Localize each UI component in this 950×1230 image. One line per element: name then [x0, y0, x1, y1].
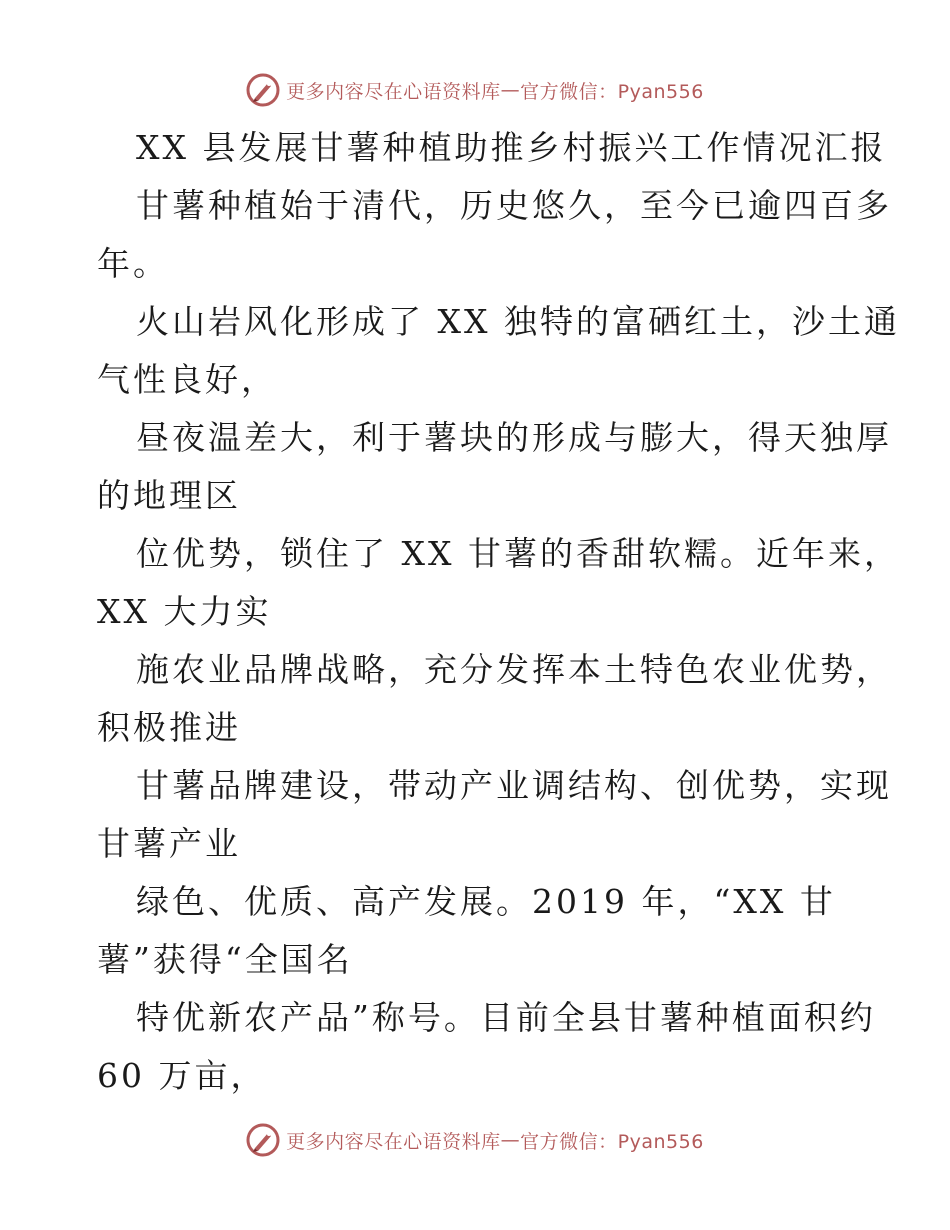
paragraph-line: 气性良好，: [97, 360, 277, 399]
paragraph-line: 薯”获得“全国名: [97, 940, 353, 979]
watermark-text: 更多内容尽在心语资料库: [286, 80, 501, 103]
paragraph-line: 的地理区: [97, 476, 241, 515]
watermark-separator: —: [500, 79, 521, 101]
paragraph-line: 甘薯种植始于清代，历史悠久，至今已逾四百多: [136, 186, 892, 225]
watermark-wechat: 官方微信：Pyan556: [520, 80, 704, 103]
paragraph-line: 年。: [97, 244, 169, 283]
paragraph-line: 位优势，锁住了 XX 甘薯的香甜软糯。近年来，: [136, 534, 900, 573]
paragraph-line: XX 大力实: [97, 592, 272, 631]
paragraph-line: 施农业品牌战略，充分发挥本土特色农业优势，: [136, 650, 892, 689]
paragraph-line: 积极推进: [97, 708, 241, 747]
watermark-text: 更多内容尽在心语资料库: [286, 1130, 501, 1153]
paragraph-line: 火山岩风化形成了 XX 独特的富硒红土，沙土通: [136, 302, 900, 341]
paragraph-line: 60 万亩，: [97, 1056, 267, 1095]
document-title: XX 县发展甘薯种植助推乡村振兴工作情况汇报: [136, 128, 887, 167]
paragraph-line: 特优新农产品”称号。目前全县甘薯种植面积约: [136, 998, 876, 1037]
watermark-separator: —: [500, 1129, 521, 1151]
watermark-wechat: 官方微信：Pyan556: [520, 1130, 704, 1153]
pen-logo-icon: [246, 1123, 280, 1157]
footer-watermark: [0, 1120, 950, 1160]
header-watermark: [0, 70, 950, 110]
paragraph-line: 甘薯品牌建设，带动产业调结构、创优势，实现: [136, 766, 892, 805]
paragraph-line: 昼夜温差大，利于薯块的形成与膨大，得天独厚: [136, 418, 892, 457]
paragraph-line: 甘薯产业: [97, 824, 241, 863]
paragraph-line: 绿色、优质、高产发展。2019 年，“XX 甘: [136, 882, 836, 921]
pen-logo-icon: [246, 73, 280, 107]
